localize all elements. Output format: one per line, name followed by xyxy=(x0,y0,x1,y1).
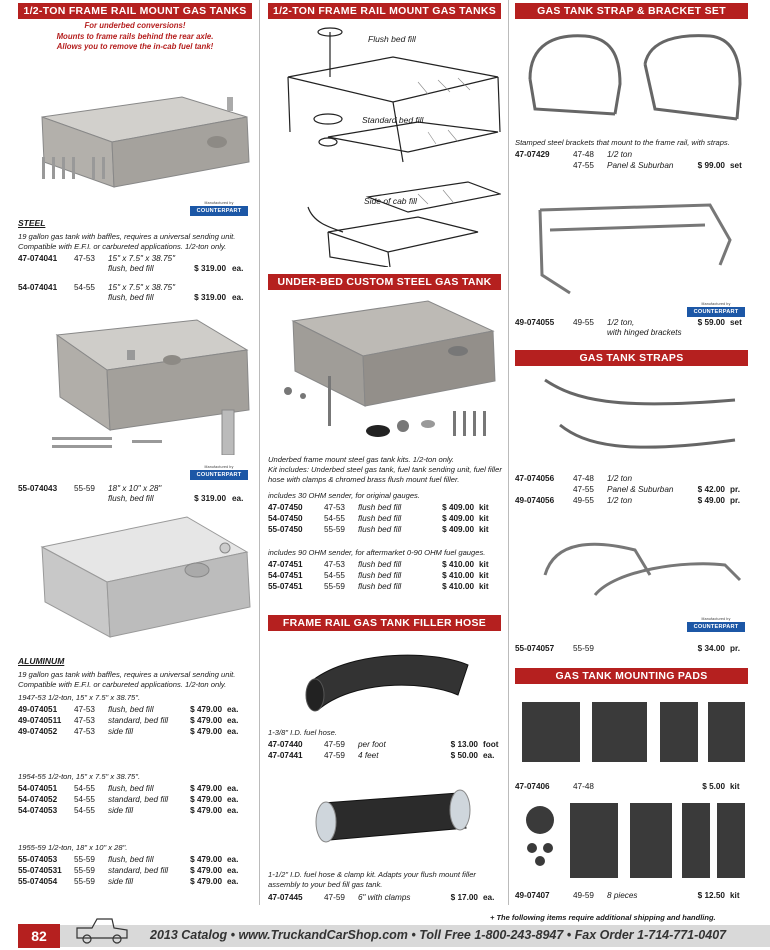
kit-group-title: includes 90 OHM sender, for aftermarket 0-90 OHM fuel gauges. xyxy=(268,548,486,557)
product-row: 49-074055 49-55 1/2 ton, $ 59.00 set xyxy=(515,318,742,327)
product-row: 49-074056 49-55 1/2 ton $ 49.00 pr. xyxy=(515,496,741,505)
steel-description: 19 gallon gas tank with baffles, requires a universal sending unit. Compatible with E.F.I. or carbureted applications. 1/2-ton only. xyxy=(18,232,236,251)
footer xyxy=(0,912,770,950)
diagram-label: Standard bed fill xyxy=(362,115,424,125)
steel-heading: STEEL xyxy=(18,218,46,228)
counterpart-logo: Manufactured by COUNTERPART xyxy=(190,470,248,480)
product-row: 47-07429 47-48 1/2 ton xyxy=(515,150,633,159)
product-row: 47-07445 47-59 6" with clamps $ 17.00 ea. xyxy=(268,893,495,902)
product-row: 47-55 Panel & Suburban $ 99.00 set xyxy=(573,161,742,170)
product-row: 55-074043 55-59 18" x 10" x 28" xyxy=(18,484,162,493)
steel-tank-photo xyxy=(32,62,252,192)
diagram-label: Flush bed fill xyxy=(368,34,416,44)
product-row: 47-07406 47-48 $ 5.00 kit xyxy=(515,782,740,791)
product-row: 54-074053 54-55 side fill $ 479.00 ea. xyxy=(18,806,239,815)
product-row: 47-07450 47-53 flush bed fill $ 409.00 kit xyxy=(268,503,489,512)
product-row-detail: flush, bed fill $ 319.00 ea. xyxy=(108,264,244,273)
product-row: 54-07450 54-55 flush bed fill $ 409.00 kit xyxy=(268,514,489,523)
product-row: 54-074052 54-55 standard, bed fill $ 479.00 ea. xyxy=(18,795,239,804)
section-header: FRAME RAIL GAS TANK FILLER HOSE xyxy=(268,615,501,631)
section-header: UNDER-BED CUSTOM STEEL GAS TANK KIT xyxy=(268,274,501,290)
aluminum-heading: ALUMINUM xyxy=(18,656,65,666)
column-divider xyxy=(259,0,260,905)
product-row: 47-074041 47-53 15" x 7.5" x 38.75" xyxy=(18,254,175,263)
product-row: 49-074051 47-53 flush, bed fill $ 479.00 ea. xyxy=(18,705,239,714)
counterpart-logo: Manufactured by COUNTERPART xyxy=(687,622,745,632)
truck-icon xyxy=(72,914,132,946)
clamp-description: 1-1/2" I.D. fuel hose & clamp kit. Adapts your flush mount filler assembly to your bed fill gas tank. xyxy=(268,870,476,889)
product-row: 49-074052 47-53 side fill $ 479.00 ea. xyxy=(18,727,239,736)
product-row: 55-07451 55-59 flush bed fill $ 410.00 kit xyxy=(268,582,489,591)
filler-hose-photo xyxy=(293,640,483,715)
aluminum-tank-photo xyxy=(32,512,252,647)
product-row: 47-07440 47-59 per foot $ 13.00 foot xyxy=(268,740,499,749)
product-row: 47-074056 47-48 1/2 ton xyxy=(515,474,633,483)
strap-55-photo xyxy=(535,520,745,625)
product-row: 55-07450 55-59 flush bed fill $ 409.00 kit xyxy=(268,525,489,534)
hose-clamp-kit-photo xyxy=(308,778,478,853)
product-row: 49-07407 49-59 8 pieces $ 12.50 kit xyxy=(515,891,740,900)
mounting-pads-photo xyxy=(520,697,745,767)
product-row: 55-0740531 55-59 standard, bed fill $ 479.00 ea. xyxy=(18,866,239,875)
column-divider xyxy=(508,0,509,905)
product-row-detail: flush, bed fill $ 319.00 ea. xyxy=(108,293,244,302)
product-row: 47-07441 47-59 4 feet $ 50.00 ea. xyxy=(268,751,495,760)
hinged-bracket-photo xyxy=(530,185,745,305)
product-row: 55-074054 55-59 side fill $ 479.00 ea. xyxy=(18,877,239,886)
product-row: 54-07451 54-55 flush bed fill $ 410.00 kit xyxy=(268,571,489,580)
underbed-kit-photo xyxy=(268,296,501,446)
page-number: 82 xyxy=(18,924,60,948)
product-row: 49-0740511 47-53 standard, bed fill $ 479.00 ea. xyxy=(18,716,239,725)
section-header: GAS TANK STRAP & BRACKET SET xyxy=(515,3,748,19)
bracket-description: Stamped steel brackets that mount to the frame rail, with straps. xyxy=(515,138,730,147)
product-row-detail: with hinged brackets xyxy=(607,328,682,337)
kit-description: Underbed frame mount steel gas tank kits. 1/2-ton only. Kit includes: Underbed steel gas tank, fuel tank sending unit, fuel filler hose with clamps & chromed brass flush mount fuel filler. xyxy=(268,455,502,484)
diagram-label: Side of cab fill xyxy=(364,196,417,206)
intro-text: For underbed conversions! Mounts to frame rails behind the rear axle. Allows you to remove the in-cab fuel tank! xyxy=(56,21,214,51)
product-row: 55-074053 55-59 flush, bed fill $ 479.00 ea. xyxy=(18,855,239,864)
group-title: 1954-55 1/2-ton, 15" x 7.5" x 38.75". xyxy=(18,772,141,781)
product-row: 47-07451 47-53 flush bed fill $ 410.00 kit xyxy=(268,560,489,569)
product-row: 54-074041 54-55 15" x 7.5" x 38.75" xyxy=(18,283,175,292)
counterpart-logo: Manufactured by COUNTERPART xyxy=(687,307,745,317)
product-row-detail: flush, bed fill $ 319.00 ea. xyxy=(108,494,244,503)
group-title: 1955-59 1/2-ton, 18" x 10" x 28". xyxy=(18,843,128,852)
footer-contact-line: 2013 Catalog • www.TruckandCarShop.com • Toll Free 1-800-243-8947 • Fax Order 1-714-771-0407 xyxy=(150,928,727,942)
aluminum-description: 19 gallon gas tank with baffles, requires a universal sending unit. Compatible with E.F.I. or carbureted applications. 1/2-ton only. xyxy=(18,670,236,689)
strap-photo xyxy=(535,370,745,465)
product-row: 54-074051 54-55 flush, bed fill $ 479.00 ea. xyxy=(18,784,239,793)
kit-group-title: includes 30 OHM sender, for original gauges. xyxy=(268,491,420,500)
shipping-note: + The following items require additional shipping and handling. xyxy=(490,913,716,922)
product-row: 55-074057 55-59 $ 34.00 pr. xyxy=(515,644,741,653)
section-header: 1/2-TON FRAME RAIL MOUNT GAS TANKS xyxy=(18,3,252,19)
group-title: 1947-53 1/2-ton, 15" x 7.5" x 38.75". xyxy=(18,693,141,702)
section-header: 1/2-TON FRAME RAIL MOUNT GAS TANKS xyxy=(268,3,501,19)
fill-options-diagram xyxy=(268,22,501,267)
steel-tank-photo xyxy=(32,315,252,455)
mounting-pads-8-photo xyxy=(520,798,745,883)
strap-bracket-photo xyxy=(515,24,748,129)
counterpart-logo: Manufactured by COUNTERPART xyxy=(190,206,248,216)
section-header: GAS TANK STRAPS xyxy=(515,350,748,366)
hose-description: 1-3/8" I.D. fuel hose. xyxy=(268,728,337,737)
section-header: GAS TANK MOUNTING PADS xyxy=(515,668,748,684)
product-row: 47-55 Panel & Suburban $ 42.00 pr. xyxy=(573,485,741,494)
